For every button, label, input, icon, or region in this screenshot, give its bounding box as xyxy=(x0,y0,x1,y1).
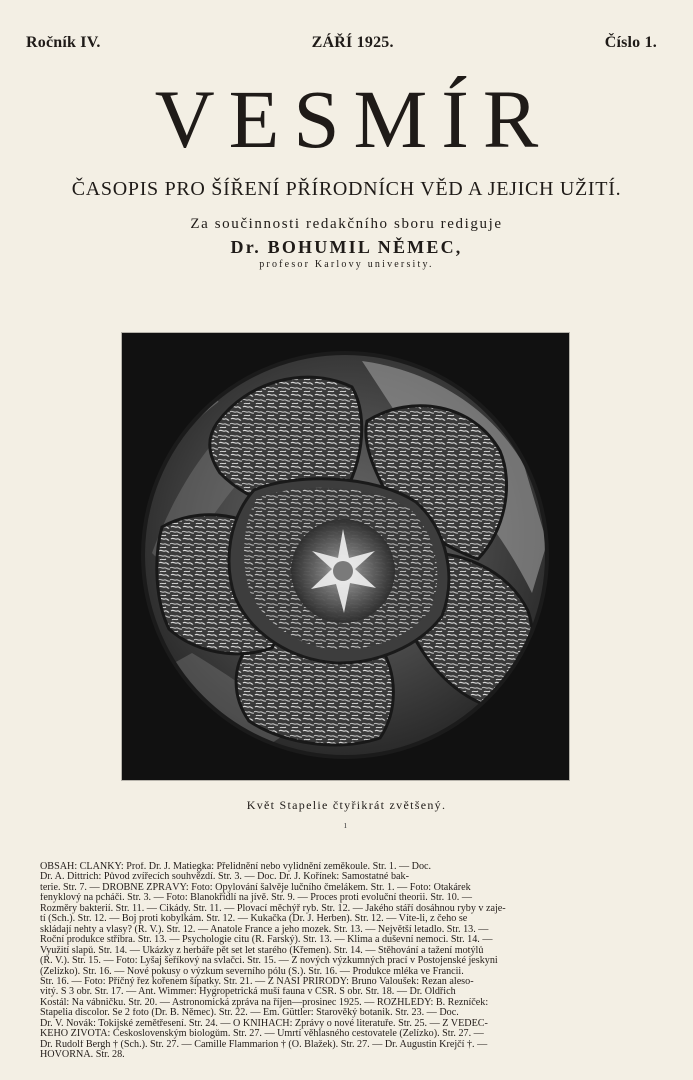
toc-line: tí (Sch.). Str. 12. — Boj proti kobylkám. Str. 12. — Kukačka (Dr. J. Herben). Str. 12. — Víte-li, z čeho se xyxy=(40,914,468,925)
issue-header xyxy=(26,34,657,54)
toc-line: fenyklový na pcháči. Str. 3. — Foto: Blanokřídlí na jívě. Str. 9. — Proces proti evoluční theorii. Str. 10. — xyxy=(40,893,472,904)
caption-mark: ı xyxy=(344,820,347,831)
toc-line: Str. 16. — Foto: Příčný řez kořenem šípatky. Str. 21. — Z NAŠÍ PŘÍRODY: Bruno Valoušek: Rezan aleso- xyxy=(40,976,474,987)
toc-line: Využití slapů. Str. 14. — Ukázky z herbáře pět set let starého (Křemen). Str. 14. — Stěhování a tažení motýlů xyxy=(40,945,484,956)
cover-photo xyxy=(122,333,569,780)
editor-intro: Za součinnosti redakčního sboru rediguje xyxy=(190,216,503,232)
toc-line: Kostál: Na vábničku. Str. 20. — Astronomická zpráva na říjen—prosinec 1925. — ROZHLEDY: B. Řezníček: xyxy=(40,997,489,1008)
issue-date: ZÁŘÍ 1925. xyxy=(311,34,394,51)
toc-line: HOVORNA. Str. 28. xyxy=(40,1050,125,1061)
photo-caption: Květ Stapelie čtyřikrát zvětšený. xyxy=(246,798,447,812)
toc-line: Rozměry bakterií. Str. 11. — Cikády. Str. 11. — Plovací měchýř ryb. Str. 12. — Jakého stáří dosáhnou ryby v zaje- xyxy=(40,903,506,914)
editor-name: Dr. BOHUMIL NĚMEC, xyxy=(230,237,463,257)
volume-label: Ročník IV. xyxy=(26,34,101,51)
toc-line: Dr. Rudolf Bergh † (Sch.). Str. 27. — Camille Flammarion † (O. Blažek). Str. 27. — Dr. Augustin Krejčí †. — xyxy=(40,1039,488,1050)
toc-line: Stapelia discolor. Se 2 foto (Dr. B. Němec). Str. 22. — Em. Güttler: Starověký botanik. Str. 23. — Doc. xyxy=(40,1008,459,1019)
magazine-subtitle: ČASOPIS PRO ŠÍŘENÍ PŘÍRODNÍCH VĚD A JEJICH UŽITÍ. xyxy=(71,178,622,200)
flower-photo-icon xyxy=(122,333,569,780)
toc-line: skládají nehty a vlasy? (R. V.). Str. 12. — Anatole France a jeho mozek. Str. 13. — Největší letadlo. Str. 13. — xyxy=(40,924,489,935)
toc-line: Dr. V. Novák: Tokijské zemětřesení. Str. 24. — O KNIHÁCH: Zprávy o nové literatuře. Str. 25. — Z VĚDEC- xyxy=(40,1018,488,1029)
toc-line: terie. Str. 7. — DROBNÉ ZPRÁVY: Foto: Opylování šalvěje lučního čmelákem. Str. 1. — Foto: Otakárek xyxy=(40,882,471,893)
toc-line: vitý. S 3 obr. Str. 17. — Ant. Wimmer: Hygropetrická muší fauna v ČSR. S obr. Str. 18. — Dr. Oldřich xyxy=(40,987,456,998)
masthead xyxy=(0,73,693,270)
toc-line: Dr. A. Dittrich: Původ zvířecích souhvězdí. Str. 3. — Doc. Dr. J. Kořínek: Samostatné bak- xyxy=(40,872,409,883)
toc-line: (R. V.). Str. 15. — Foto: Lyšaj šeříkový na svlačci. Str. 15. — Z nových výzkumných prací v Postojenské jeskyni xyxy=(40,956,498,967)
toc-line: KÉHO ŽIVOTA: Československým biologům. Str. 27. — Úmrtí věhlasného cestovatele (Želízko). Str. 27. — xyxy=(40,1029,484,1040)
issue-number: Číslo 1. xyxy=(604,34,657,51)
toc-line: OBSAH: ČLÁNKY: Prof. Dr. J. Matiegka: Přelidnění nebo vylidnění zeměkoule. Str. 1. — Doc. xyxy=(40,862,432,872)
toc-line: (Želízko). Str. 16. — Nové pokusy o výzkum severního pólu (S.). Str. 16. — Produkce mléka ve Francii. xyxy=(40,966,464,977)
magazine-title: VESMÍR xyxy=(154,73,553,165)
contents-block xyxy=(40,862,652,1061)
editor-role: profesor Karlovy university. xyxy=(259,259,434,270)
toc-line: Roční produkce stříbra. Str. 13. — Psychologie citu (R. Farský). Str. 13. — Klima a duševní nemoci. Str. 14. — xyxy=(40,935,493,946)
